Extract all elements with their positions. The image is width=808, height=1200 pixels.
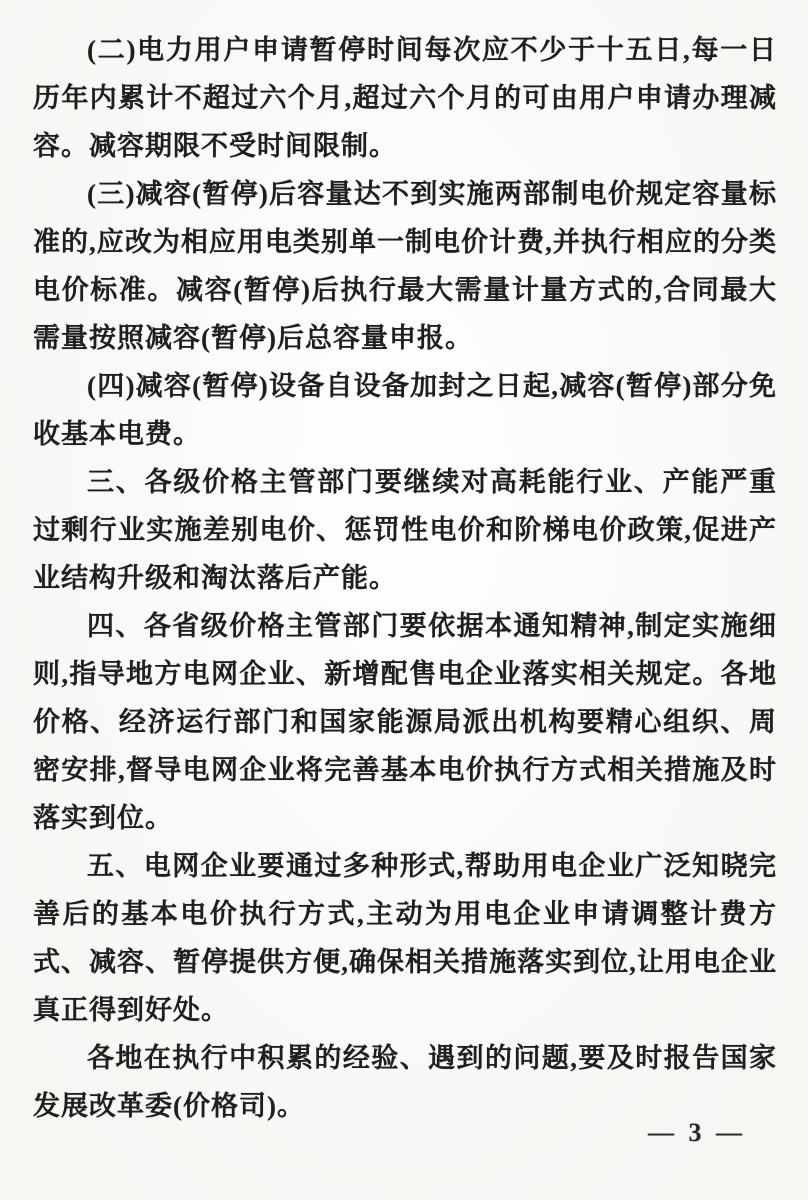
paragraph-item-2-suspension-time: (二)电力用户申请暂停时间每次应不少于十五日,每一日历年内累计不超过六个月,超过六个月的可由用户申请办理减容。减容期限不受时间限制。 (33, 35, 777, 161)
document-body (33, 26, 777, 1130)
paragraph-item-4-sealed-equipment: (四)减容(暂停)设备自设备加封之日起,减容(暂停)部分免收基本电费。 (33, 371, 777, 449)
paragraph-section-3-price-authorities: 三、各级价格主管部门要继续对高耗能行业、产能严重过剩行业实施差别电价、惩罚性电价和阶梯电价政策,促进产业结构升级和淘汰落后产能。 (33, 467, 777, 593)
paragraph-section-4-provincial-authorities: 四、各省级价格主管部门要依据本通知精神,制定实施细则,指导地方电网企业、新增配售电企业落实相关规定。各地价格、经济运行部门和国家能源局派出机构要精心组织、周密安排,督导电网企业将完善基本电价执行方式相关措施及时落实到位。 (33, 611, 777, 833)
paragraph-report-to-ndrc: 各地在执行中积累的经验、遇到的问题,要及时报告国家发展改革委(价格司)。 (33, 1043, 777, 1121)
page-number: — 3 — (648, 1118, 746, 1147)
paragraph-section-5-grid-enterprises: 五、电网企业要通过多种形式,帮助用电企业广泛知晓完善后的基本电价执行方式,主动为用电企业申请调整计费方式、减容、暂停提供方便,确保相关措施落实到位,让用电企业真正得到好处。 (33, 851, 777, 1025)
paragraph-item-3-capacity-standard: (三)减容(暂停)后容量达不到实施两部制电价规定容量标准的,应改为相应用电类别单一制电价计费,并执行相应的分类电价标准。减容(暂停)后执行最大需量计量方式的,合同最大需量按照减容(暂停)后总容量申报。 (33, 179, 777, 353)
